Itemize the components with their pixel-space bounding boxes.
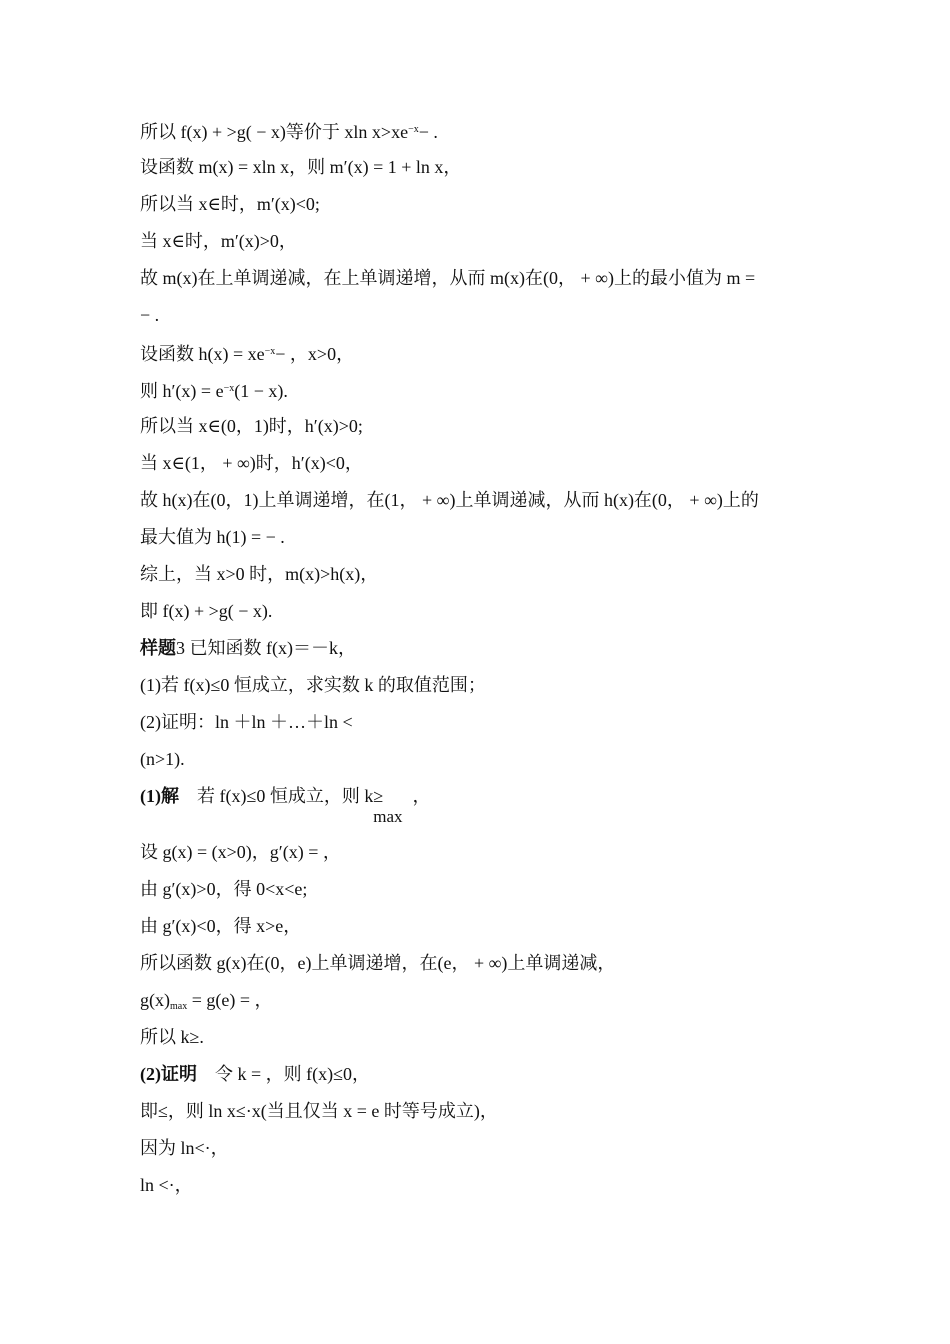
- line-text: 故 m(x)在上单调递减，在上单调递增，从而 m(x)在(0， + ∞)上的最小值为 m =: [140, 268, 756, 288]
- text-line: [140, 673, 820, 697]
- line-text-tail: (1 − x).: [234, 381, 288, 401]
- line-text: 所以当 x∈(0，1)时，h′(x)>0;: [140, 416, 363, 436]
- text-line: [140, 1025, 820, 1049]
- line-text: 若 f(x)≤0 恒成立，则 k≥: [197, 786, 384, 806]
- text-line: [140, 951, 820, 975]
- text-line: [140, 784, 820, 828]
- text-line: [140, 340, 820, 364]
- text-line: [140, 1062, 820, 1086]
- proof-label: (2)证明: [140, 1064, 197, 1084]
- line-text: (1)若 f(x)≤0 恒成立，求实数 k 的取值范围；: [140, 675, 486, 695]
- text-line: [140, 562, 820, 586]
- line-text: (n>1).: [140, 749, 185, 769]
- line-text: 所以函数 g(x)在(0，e)上单调递增，在(e， + ∞)上单调递减，: [140, 953, 616, 973]
- line-text: 3 已知函数 f(x)＝－k，: [176, 638, 356, 658]
- superscript: −x: [408, 124, 419, 135]
- text-line: [140, 451, 820, 475]
- superscript: −x: [223, 383, 235, 394]
- line-text: − .: [140, 305, 160, 325]
- line-text: 当 x∈时，m′(x)>0，: [140, 231, 297, 251]
- superscript: −x: [264, 346, 276, 357]
- line-text: ln <·，: [140, 1175, 193, 1195]
- text-line: [140, 1173, 820, 1197]
- document-body: [140, 118, 820, 1210]
- text-line: [140, 840, 820, 864]
- line-text: (2)证明：ln ＋ln ＋…＋ln <: [140, 712, 353, 732]
- line-text: 设函数 h(x) = xe: [140, 344, 265, 364]
- subscript-max: max: [373, 807, 403, 826]
- example-label: 样题: [140, 638, 176, 658]
- text-line: [140, 118, 820, 142]
- line-text: 由 g′(x)<0，得 x>e，: [140, 916, 302, 936]
- line-text: 设函数 m(x) = xln x，则 m′(x) = 1 + ln x，: [140, 157, 462, 177]
- text-line: [140, 710, 820, 734]
- text-line: [140, 266, 820, 290]
- text-line: [140, 155, 820, 179]
- text-line: [140, 988, 820, 1012]
- line-text: 令 k = ，则 f(x)≤0，: [215, 1064, 371, 1084]
- line-text-tail: − .: [418, 122, 438, 142]
- text-line: [140, 877, 820, 901]
- line-text: 因为 ln<·，: [140, 1138, 229, 1158]
- text-line: [140, 303, 820, 327]
- text-line: [140, 914, 820, 938]
- line-text: 所以 k≥.: [140, 1027, 204, 1047]
- text-line: [140, 414, 820, 438]
- text-line: [140, 599, 820, 623]
- line-text: g(x): [140, 990, 170, 1010]
- line-text: 所以当 x∈时，m′(x)<0;: [140, 194, 320, 214]
- text-line: [140, 192, 820, 216]
- line-text-tail: = g(e) = ，: [187, 990, 273, 1010]
- line-text: 即≤，则 ln x≤·x(当且仅当 x = e 时等号成立)，: [140, 1101, 498, 1121]
- text-line: [140, 377, 820, 401]
- line-text-tail: − ，x>0，: [275, 344, 355, 364]
- text-line: [140, 636, 820, 660]
- solution-label: (1)解: [140, 786, 179, 806]
- line-text: 综上，当 x>0 时，m(x)>h(x)，: [140, 564, 379, 584]
- line-text-tail: ，: [412, 786, 431, 806]
- line-text: 则 h′(x) = e: [140, 381, 224, 401]
- line-text: 即 f(x) + >g( − x).: [140, 601, 273, 621]
- subscript-max: max: [170, 1001, 188, 1012]
- line-text: 故 h(x)在(0，1)上单调递增，在(1， + ∞)上单调递减，从而 h(x)在(0， + ∞)上的: [140, 490, 759, 510]
- text-line: [140, 229, 820, 253]
- text-line: [140, 488, 820, 512]
- line-text: 所以 f(x) + >g( − x)等价于 xln x>xe: [140, 122, 409, 142]
- line-text: 当 x∈(1， + ∞)时，h′(x)<0，: [140, 453, 363, 473]
- text-line: [140, 525, 820, 549]
- text-line: [140, 1099, 820, 1123]
- line-text: 设 g(x) = (x>0)，g′(x) = ，: [140, 842, 341, 862]
- line-text: 由 g′(x)>0，得 0<x<e;: [140, 879, 308, 899]
- text-line: [140, 1136, 820, 1160]
- line-text: 最大值为 h(1) = − .: [140, 527, 285, 547]
- text-line: [140, 747, 820, 771]
